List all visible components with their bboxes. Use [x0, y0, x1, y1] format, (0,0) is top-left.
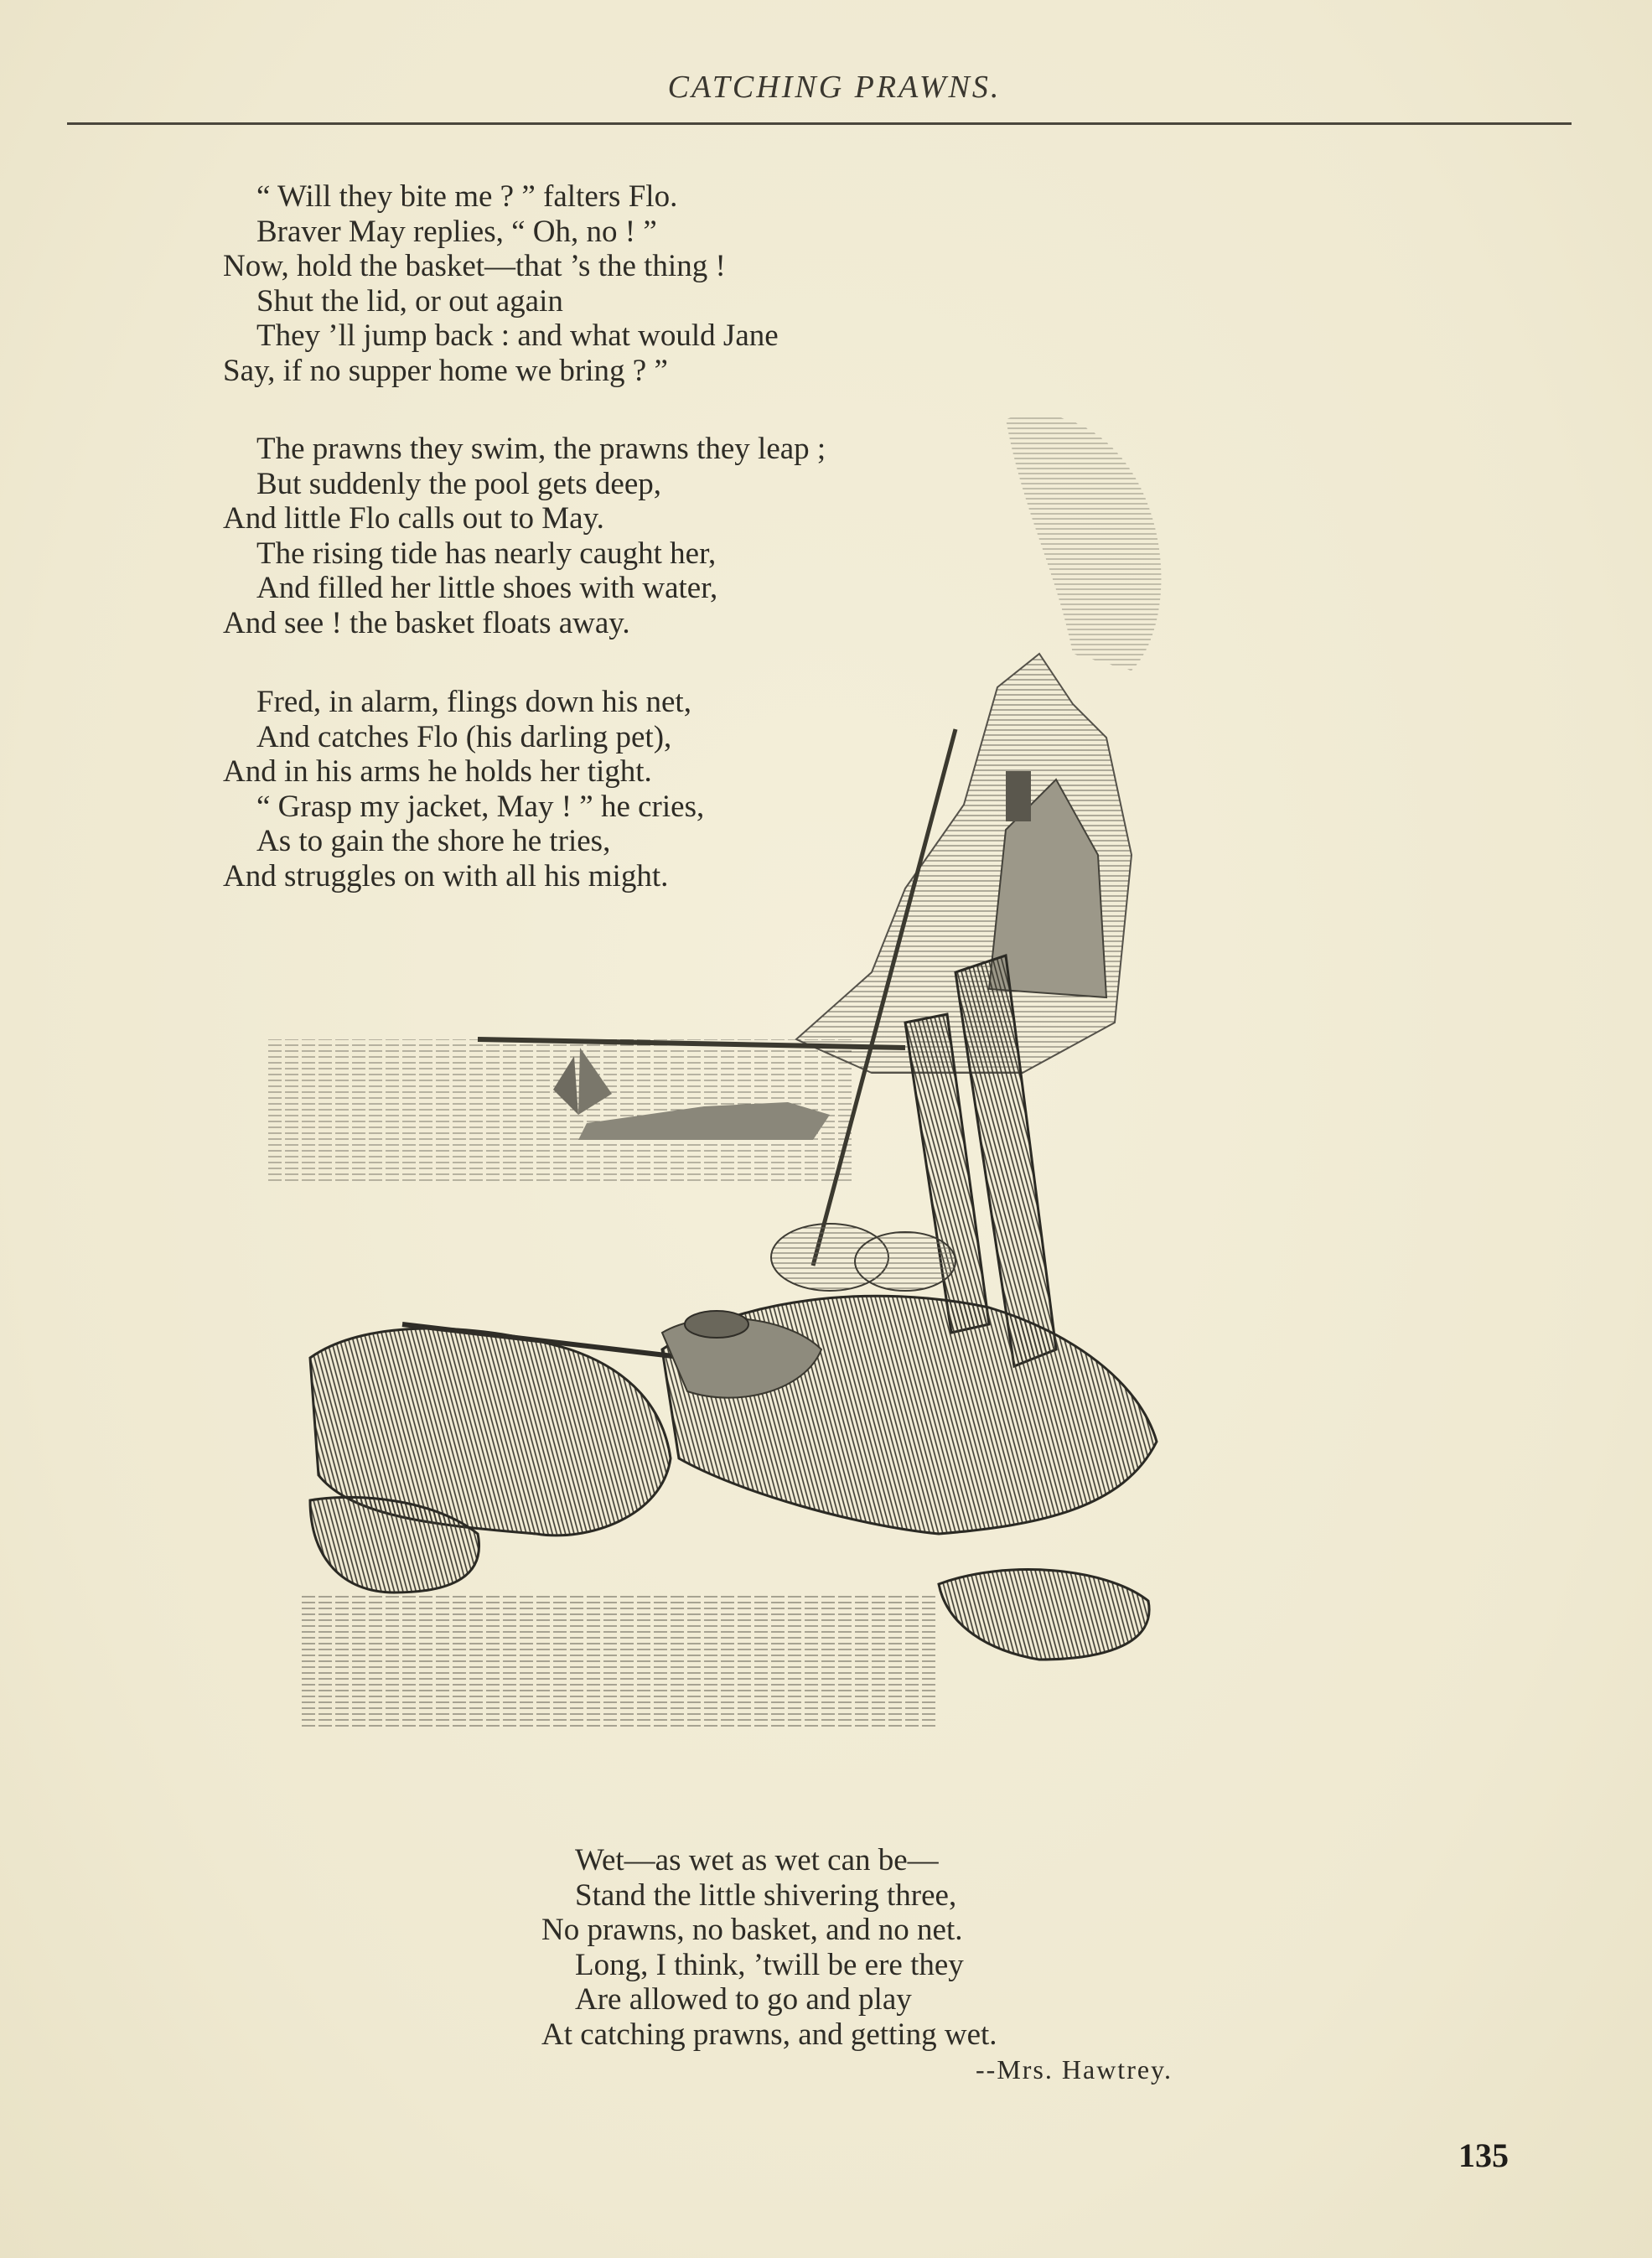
poem-line: The rising tide has nearly caught her, — [256, 536, 717, 571]
poem-line: Shut the lid, or out again — [256, 283, 563, 319]
poem-line: And filled her little shoes with water, — [256, 571, 718, 605]
poem-line: Stand the little shivering three, — [575, 1877, 957, 1913]
poem-line: Long, I think, ’twill be ere they — [575, 1947, 964, 1982]
poem-line: The prawns they swim, the prawns they leap ; — [256, 432, 826, 466]
poem-line: No prawns, no basket, and no net. — [541, 1913, 963, 1947]
running-title: CATCHING PRAWNS. — [667, 70, 1002, 105]
poem-line: As to gain the shore he tries, — [256, 824, 611, 858]
poem-line: And in his arms he holds her tight. — [223, 754, 652, 789]
poem-line: And little Flo calls out to May. — [223, 501, 604, 536]
stanza-4 — [541, 1843, 997, 2052]
seashore-engraving — [268, 386, 1349, 1777]
poem-line: But suddenly the pool gets deep, — [256, 466, 661, 501]
poem-line: At catching prawns, and getting wet. — [541, 2017, 997, 2052]
header-rule — [67, 122, 1572, 125]
poem-line: Now, hold the basket—that ’s the thing ! — [223, 249, 726, 283]
author-attribution: --Mrs. Hawtrey. — [976, 2054, 1173, 2085]
poem-line: Are allowed to go and play — [575, 1982, 912, 2017]
poem-line: “ Will they bite me ? ” falters Flo. — [256, 179, 678, 214]
poem-line: They ’ll jump back : and what would Jane — [256, 319, 779, 353]
poem-line: And struggles on with all his might. — [223, 858, 669, 893]
poem-line: And catches Flo (his darling pet), — [256, 719, 672, 754]
page-number: 135 — [1458, 2136, 1509, 2174]
engraving-svg — [268, 386, 1349, 1777]
poem-line: Fred, in alarm, flings down his net, — [256, 685, 691, 719]
poem-line: Wet—as wet as wet can be— — [575, 1843, 939, 1877]
stanza-1 — [223, 179, 779, 388]
poem-line: And see ! the basket floats away. — [223, 605, 630, 640]
poem-line: “ Grasp my jacket, May ! ” he cries, — [256, 789, 705, 824]
poem-line: Braver May replies, “ Oh, no ! ” — [256, 214, 657, 249]
poem-line: Say, if no supper home we bring ? ” — [223, 353, 668, 388]
